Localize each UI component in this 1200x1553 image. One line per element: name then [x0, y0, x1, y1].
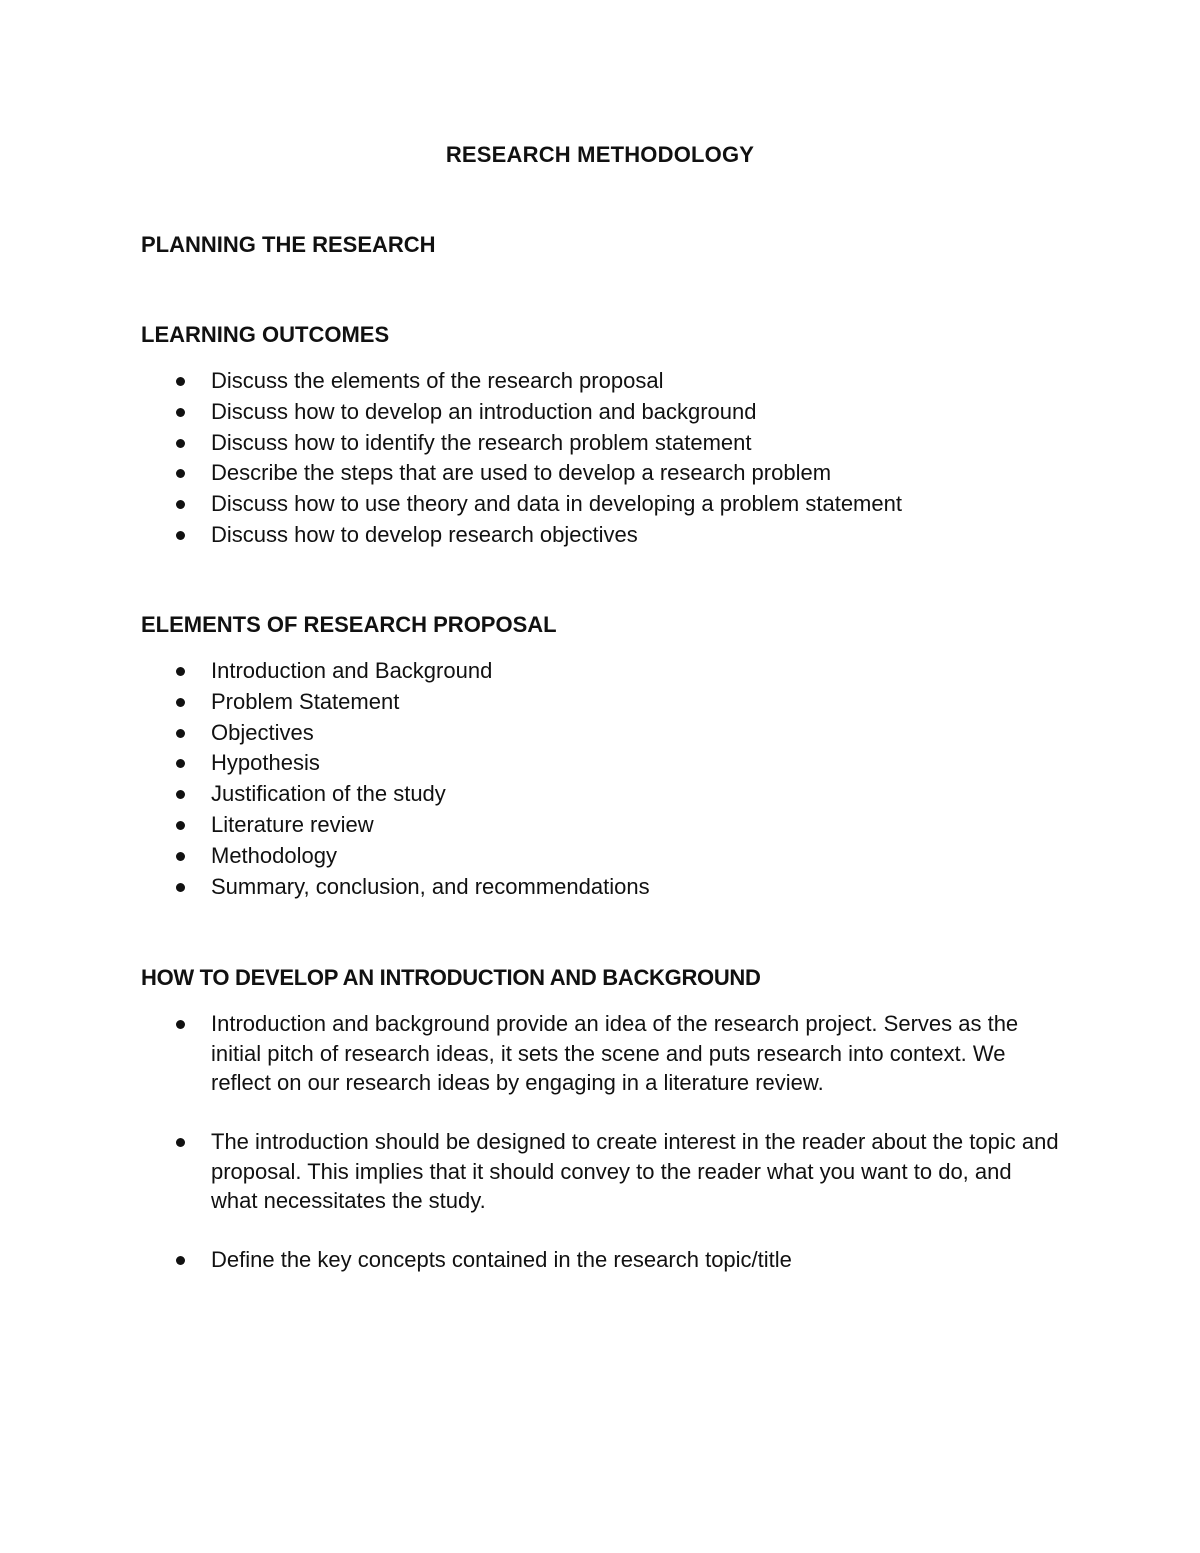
- bullet-icon: [176, 439, 185, 448]
- list-item-text: Summary, conclusion, and recommendations: [211, 873, 650, 899]
- list-item-text: Literature review: [211, 811, 374, 837]
- bullet-icon: [176, 759, 185, 768]
- list-item-text: Discuss how to develop an introduction and background: [211, 398, 757, 424]
- list-item-text: Define the key concepts contained in the research topic/title: [211, 1247, 792, 1272]
- list-item: [141, 489, 1061, 520]
- bullet-icon: [176, 1256, 185, 1265]
- list-item: [141, 810, 1061, 841]
- list-item: [141, 520, 1061, 551]
- list-item-text: The introduction should be designed to create interest in the reader about the topic and proposal. This implies that it should convey to the reader what you want to do, and what necessitates the study.: [211, 1129, 1059, 1213]
- bullet-icon: [176, 698, 185, 707]
- list-item: [141, 458, 1061, 489]
- heading-planning: PLANNING THE RESEARCH: [141, 232, 436, 257]
- list-item-text: Discuss how to use theory and data in developing a problem statement: [211, 491, 902, 517]
- list-item-text: Discuss how to develop research objectives: [211, 521, 638, 547]
- bullet-icon: [176, 667, 185, 676]
- list-item: [141, 1127, 1061, 1216]
- list-item: [141, 872, 1061, 903]
- list-item: [141, 428, 1061, 459]
- bullet-icon: [176, 821, 185, 830]
- bullet-icon: [176, 883, 185, 892]
- list-item: [141, 366, 1061, 397]
- bullet-icon: [176, 852, 185, 861]
- list-item: [141, 687, 1061, 718]
- list-item: [141, 1245, 1061, 1275]
- list-item-text: Introduction and background provide an idea of the research project. Serves as the initial pitch of research ideas, it sets the scene and puts research into context. We reflect on our research ideas by engaging in a literature review.: [211, 1011, 1019, 1095]
- bullet-icon: [176, 729, 185, 738]
- document-title: RESEARCH METHODOLOGY: [445, 142, 755, 167]
- heading-learning-outcomes: LEARNING OUTCOMES: [141, 322, 390, 347]
- list-item: [141, 656, 1061, 687]
- heading-introduction: HOW TO DEVELOP AN INTRODUCTION AND BACKGROUND: [141, 965, 761, 990]
- introduction-list: [141, 1009, 1061, 1304]
- list-item: [141, 397, 1061, 428]
- list-item-text: Problem Statement: [211, 688, 400, 714]
- list-item-text: Justification of the study: [211, 781, 446, 807]
- bullet-icon: [176, 377, 185, 386]
- list-item: [141, 841, 1061, 872]
- list-item: [141, 779, 1061, 810]
- bullet-icon: [176, 1138, 185, 1147]
- elements-list: [141, 656, 1061, 902]
- learning-outcomes-list: [141, 366, 1061, 551]
- bullet-icon: [176, 408, 185, 417]
- list-item-text: Discuss the elements of the research proposal: [211, 368, 664, 393]
- bullet-icon: [176, 790, 185, 799]
- list-item-text: Objectives: [211, 719, 314, 745]
- bullet-icon: [176, 469, 185, 478]
- list-item-text: Discuss how to identify the research problem statement: [211, 429, 752, 455]
- list-item-text: Hypothesis: [211, 750, 320, 776]
- heading-elements: ELEMENTS OF RESEARCH PROPOSAL: [141, 612, 557, 637]
- bullet-icon: [176, 1020, 185, 1029]
- list-item-text: Describe the steps that are used to develop a research problem: [211, 460, 832, 486]
- list-item: [141, 718, 1061, 749]
- list-item: [141, 748, 1061, 779]
- bullet-icon: [176, 500, 185, 509]
- list-item-text: Introduction and Background: [211, 658, 493, 683]
- list-item-text: Methodology: [211, 842, 337, 868]
- list-item: [141, 1009, 1061, 1098]
- bullet-icon: [176, 531, 185, 540]
